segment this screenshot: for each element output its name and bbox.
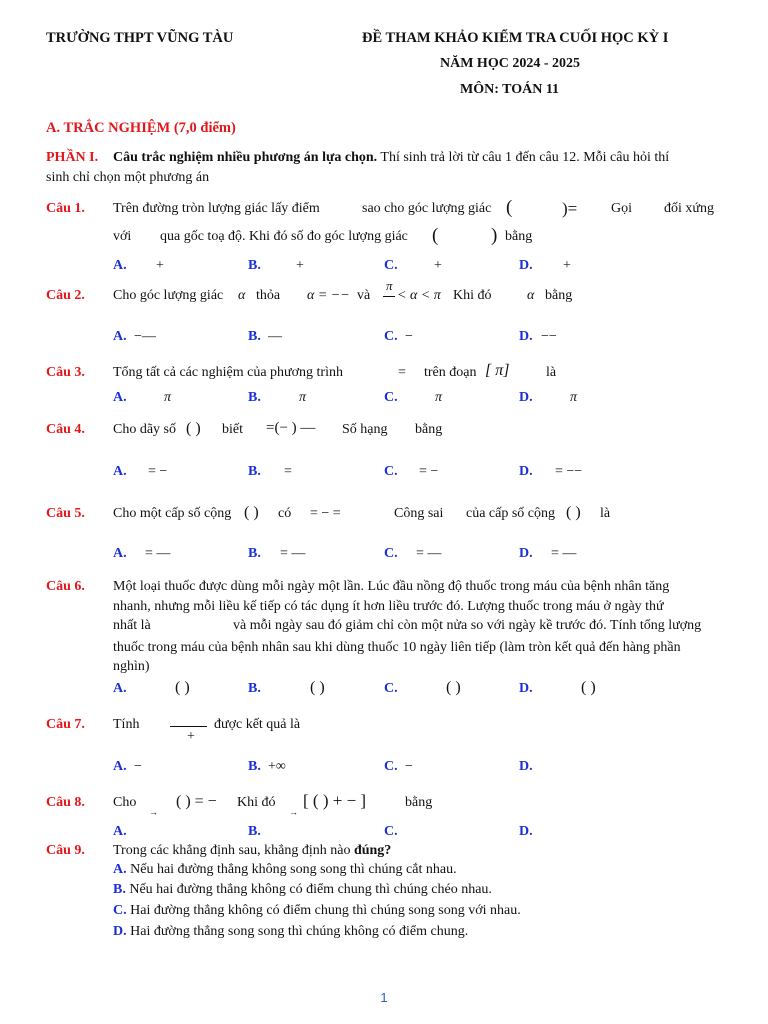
q8-option-d-letter[interactable]: D. [519,824,533,839]
q3-option-b-letter[interactable]: B. [248,390,261,405]
q1-option-b-letter[interactable]: B. [248,258,261,273]
q2-alpha2: α [527,288,535,303]
q5-option-d-letter[interactable]: D. [519,546,533,561]
part1-instructions [113,150,669,166]
q3-text-a: Tổng tất cả các nghiệm của phương trình [113,365,343,380]
q7-text-a: Tính [113,717,140,732]
q3-text-c: là [546,365,557,380]
q4-option-b[interactable]: = [284,464,292,479]
q9-option-c-text: Hai đường thẳng không có điểm chung thì chúng song song với nhau. [130,903,521,918]
q1-option-b[interactable]: + [296,258,304,273]
q2-text-a: Cho góc lượng giác [113,288,224,303]
q4-text-a: Cho dãy số [113,422,176,437]
section-a-heading: A. TRẮC NGHIỆM (7,0 điểm) [46,120,236,136]
q2-option-c[interactable]: − [405,329,413,344]
q3-option-d-letter[interactable]: D. [519,390,533,405]
q6-line3-a: nhất là [113,618,151,633]
q8-limit-arrow: → [149,807,158,817]
q1-option-d[interactable]: + [563,258,571,273]
q5-paren2: ( ) [566,504,581,521]
q8-option-a-letter[interactable]: A. [113,824,127,839]
q3-interval: [ π] [485,362,510,379]
q4-option-a-letter[interactable]: A. [113,464,127,479]
q1-text-b: sao cho góc lượng giác [362,201,492,216]
q2-option-d-letter[interactable]: D. [519,329,533,344]
q7-option-b[interactable]: +∞ [268,759,286,774]
q6-line4: thuốc trong máu của bệnh nhân sau khi dùng thuốc 10 ngày liên tiếp (làm tròn kết quả đến hàng phần [113,640,681,655]
q9-stem-text: Trong các khẳng định sau, khẳng định nào [113,843,354,858]
q2-option-c-letter[interactable]: C. [384,329,398,344]
q5-text-e: là [600,506,611,521]
q1-option-c[interactable]: + [434,258,442,273]
subject: MÔN: TOÁN 11 [460,82,560,97]
q3-text-b: trên đoạn [424,365,477,380]
q2-cond2-rest: < α < π [397,288,441,303]
q4-option-c-letter[interactable]: C. [384,464,398,479]
q6-label: Câu 6. [46,579,85,594]
q8-text-b: Khi đó [237,795,276,810]
q3-option-a[interactable]: π [164,390,172,405]
q4-option-d[interactable]: = −− [555,464,583,479]
q4-option-a[interactable]: = − [148,464,168,479]
page-number: 1 [380,990,388,1005]
q1-text-e: Gọi [611,201,632,216]
q5-option-b[interactable]: = — [280,546,306,561]
q7-option-c-letter[interactable]: C. [384,759,398,774]
q7-option-a[interactable]: − [134,759,142,774]
q1-paren2-open: ( [432,225,439,246]
q8-label: Câu 8. [46,795,85,810]
q6-option-b[interactable]: ( ) [310,679,325,696]
q1-text-i: bằng [505,229,533,244]
part1-label: PHẦN I. [46,150,99,165]
q7-option-b-letter[interactable]: B. [248,759,261,774]
q1-text-f: đối xứng [664,201,714,216]
q9-option-c-letter: C. [113,903,127,918]
q9-stem [113,843,391,859]
q6-line2: nhanh, nhưng mỗi liều kế tiếp có tác dụng ít hơn liều trước đó. Lượng thuốc trong máu ở ngày thứ [113,599,664,614]
q6-line3-b: và mỗi ngày sau đó giảm chỉ còn một nửa so với ngày kề trước đó. Tính tổng lượng [233,618,702,633]
q5-text-b: có [278,506,292,521]
q5-option-a[interactable]: = — [145,546,171,561]
q6-line5: nghìn) [113,659,150,674]
q5-text-a: Cho một cấp số cộng [113,506,232,521]
q5-option-c-letter[interactable]: C. [384,546,398,561]
q1-paren-open: ( [506,197,513,218]
q5-option-b-letter[interactable]: B. [248,546,261,561]
q2-alpha: α [238,288,246,303]
q9-option-b[interactable] [113,882,492,898]
q6-line1: Một loại thuốc được dùng mỗi ngày một lần. Lúc đầu nồng độ thuốc trong máu của bệnh nhân tăng [113,579,670,594]
q7-denominator: + [187,729,195,744]
q2-text-d: Khi đó [453,288,492,303]
q5-paren: ( ) [244,504,259,521]
q2-fraction-bar [383,296,395,297]
q6-option-c[interactable]: ( ) [446,679,461,696]
q4-option-b-letter[interactable]: B. [248,464,261,479]
q2-option-b[interactable]: — [268,329,282,344]
q1-paren-close-eq: )= [562,199,578,218]
q2-option-b-letter[interactable]: B. [248,329,261,344]
q4-option-c[interactable]: = − [419,464,439,479]
q3-eq: = [398,365,406,380]
q9-option-a[interactable] [113,862,457,878]
q2-text-e: bằng [545,288,573,303]
q8-formula1: ( ) = − [176,793,217,810]
q5-label: Câu 5. [46,506,85,521]
q9-label: Câu 9. [46,843,85,858]
q3-option-d[interactable]: π [570,390,578,405]
q4-paren: ( ) [186,420,201,437]
q2-option-a[interactable]: −— [134,329,156,344]
q3-option-c-letter[interactable]: C. [384,390,398,405]
q3-option-a-letter[interactable]: A. [113,390,127,405]
q1-option-d-letter[interactable]: D. [519,258,533,273]
part1-bold-text: Câu trắc nghiệm nhiều phương án lựa chọn. [113,150,378,165]
q9-option-b-text: Nếu hai đường thẳng không có điểm chung thì chúng chéo nhau. [129,882,492,897]
q6-option-b-letter[interactable]: B. [248,681,261,696]
q1-label: Câu 1. [46,201,85,216]
q1-text-g: với [113,229,132,244]
q2-label: Câu 2. [46,288,85,303]
q9-option-a-text: Nếu hai đường thẳng không song song thì chúng cắt nhau. [130,862,457,877]
q4-option-d-letter[interactable]: D. [519,464,533,479]
q5-text-c: Công sai [394,506,444,521]
q9-option-c[interactable] [113,903,521,919]
q7-option-a-letter[interactable]: A. [113,759,127,774]
q5-formula: = − = [310,506,341,521]
q4-text-d: bằng [415,422,443,437]
q1-text-a: Trên đường tròn lượng giác lấy điểm [113,201,320,216]
q2-option-a-letter[interactable]: A. [113,329,127,344]
q8-text-a: Cho [113,795,137,810]
q5-option-d[interactable]: = — [551,546,577,561]
q5-option-a-letter[interactable]: A. [113,546,127,561]
q1-text-h: qua gốc toạ độ. Khi đó số đo góc lượng giác [160,229,408,244]
q6-option-d-letter[interactable]: D. [519,681,533,696]
q1-option-a[interactable]: + [156,258,164,273]
school-year: NĂM HỌC 2024 - 2025 [440,56,580,71]
q4-text-c: Số hạng [342,422,388,437]
q9-option-a-letter: A. [113,862,127,877]
q6-option-d[interactable]: ( ) [581,679,596,696]
q7-text-b: được kết quả là [214,717,301,732]
q8-option-b-letter[interactable]: B. [248,824,261,839]
q9-option-d-text: Hai đường thẳng song song thì chúng không có điểm chung. [130,924,469,939]
q4-formula: =(− ) — [266,420,316,436]
q8-text-c: bằng [405,795,433,810]
q8-option-c-letter[interactable]: C. [384,824,398,839]
q2-option-d[interactable]: −− [541,329,557,344]
q8-formula2: [ ( ) + − ] [303,791,367,810]
q1-paren2-close: ) [491,225,498,246]
q2-text-c: và [357,288,371,303]
q1-option-a-letter[interactable]: A. [113,258,127,273]
q5-text-d: của cấp số cộng [466,506,556,521]
q7-option-c[interactable]: − [405,759,413,774]
q4-label: Câu 4. [46,422,85,437]
q7-option-d-letter[interactable]: D. [519,759,533,774]
q8-limit-arrow2: → [289,807,298,817]
q3-label: Câu 3. [46,365,85,380]
q6-option-a[interactable]: ( ) [175,679,190,696]
q9-option-d-letter: D. [113,924,127,939]
exam-title: ĐỀ THAM KHẢO KIỂM TRA CUỐI HỌC KỲ I [362,30,669,46]
q1-option-c-letter[interactable]: C. [384,258,398,273]
q2-cond2-numerator: π [386,278,393,293]
q7-fraction-bar [170,726,207,727]
q9-stem-emphasis: đúng? [353,843,392,858]
q9-option-d[interactable] [113,924,468,940]
q6-option-c-letter[interactable]: C. [384,681,398,696]
q3-option-c[interactable]: π [435,390,443,405]
q2-text-b: thỏa [256,288,281,303]
part1-text-line2: sinh chỉ chọn một phương án [46,170,210,185]
part1-text-line1: Thí sinh trả lời từ câu 1 đến câu 12. Mỗi câu hỏi thí [377,150,670,165]
q7-label: Câu 7. [46,717,85,732]
q9-option-b-letter: B. [113,882,126,897]
q2-cond1: α = −− [307,288,350,303]
q4-text-b: biết [222,422,243,437]
school-name: TRƯỜNG THPT VŨNG TÀU [46,30,234,46]
q5-option-c[interactable]: = — [416,546,442,561]
q3-option-b[interactable]: π [299,390,307,405]
q6-option-a-letter[interactable]: A. [113,681,127,696]
